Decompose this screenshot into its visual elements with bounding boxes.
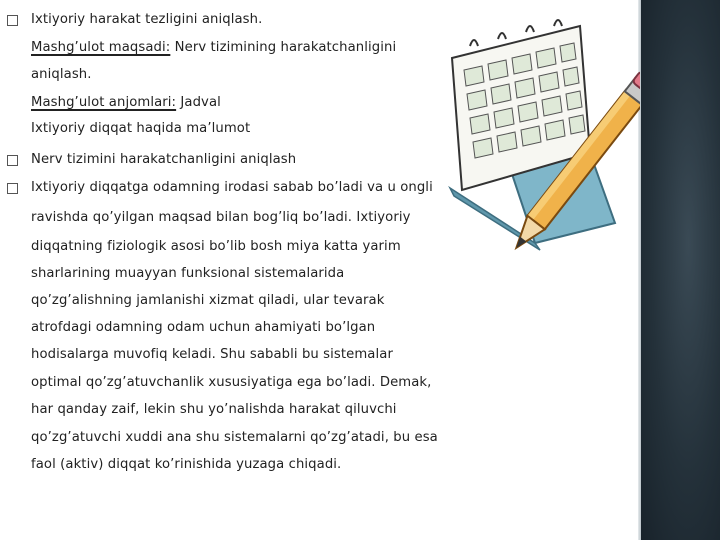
square-bullet-icon xyxy=(7,183,18,194)
paragraph-line xyxy=(31,293,384,309)
line-text: hodisalarga muvofiq keladi. Shu sababli bu sistemalar xyxy=(31,347,393,362)
paragraph-line xyxy=(31,457,341,473)
equipment-text: Jadval xyxy=(176,95,221,110)
line-text: sharlarining muayyan funksional sistemalarida xyxy=(31,266,345,281)
paragraph-line xyxy=(31,210,411,226)
paragraph-line xyxy=(31,402,397,418)
paragraph-line xyxy=(31,430,438,446)
line-text: Ixtiyoriy diqqat haqida ma’lumot xyxy=(31,121,251,136)
paragraph-line xyxy=(31,266,344,282)
square-bullet-icon xyxy=(7,15,18,26)
info-line xyxy=(31,121,250,137)
goal-line xyxy=(31,40,396,56)
decorative-sidebar xyxy=(641,0,720,540)
paragraph-line xyxy=(31,239,401,255)
equipment-line xyxy=(31,95,221,111)
line-text: qo’zg’alishning jamlanishi xizmat qiladi, ular tevarak xyxy=(31,293,385,308)
goal-label: Mashg’ulot maqsadi: xyxy=(31,40,171,55)
line-text: Nerv tizimini harakatchanligini aniqlash xyxy=(31,152,297,167)
bullet-line-2 xyxy=(31,152,296,168)
line-text: Ixtiyoriy harakat tezligini aniqlash. xyxy=(31,12,263,27)
line-text: atrofdagi odamning odam uchun ahamiyati bo’lgan xyxy=(31,320,376,335)
line-text: ravishda qo’yilgan maqsad bilan bog’liq bo’ladi. Ixtiyoriy xyxy=(31,210,411,225)
line-text: diqqatning fiziologik asosi bo’lib bosh miya katta yarim xyxy=(31,239,401,254)
line-text: har qanday zaif, lekin shu yo’nalishda harakat qiluvchi xyxy=(31,402,397,417)
heading-line xyxy=(31,12,262,28)
goal-text: Nerv tizimining harakatchanligini xyxy=(170,40,397,55)
line-text: faol (aktiv) diqqat ko’rinishida yuzaga chiqadi. xyxy=(31,457,342,472)
line-text: optimal qo’zg’atuvchanlik xususiyatiga ega bo’ladi. Demak, xyxy=(31,375,432,390)
square-bullet-icon xyxy=(7,155,18,166)
paragraph-line xyxy=(31,347,393,363)
goal-line-cont xyxy=(31,67,92,83)
calendar-pencil-icon xyxy=(440,18,640,288)
line-text: aniqlash. xyxy=(31,67,92,82)
paragraph-line xyxy=(31,320,375,336)
equipment-label: Mashg’ulot anjomlari: xyxy=(31,95,177,110)
line-text: qo’zg’atuvchi xuddi ana shu sistemalarni qo’zg’atadi, bu esa xyxy=(31,430,438,445)
paragraph-line xyxy=(31,375,431,391)
line-text: Ixtiyoriy diqqatga odamning irodasi sabab bo’ladi va u ongli xyxy=(31,180,433,195)
paragraph-line xyxy=(31,180,433,196)
